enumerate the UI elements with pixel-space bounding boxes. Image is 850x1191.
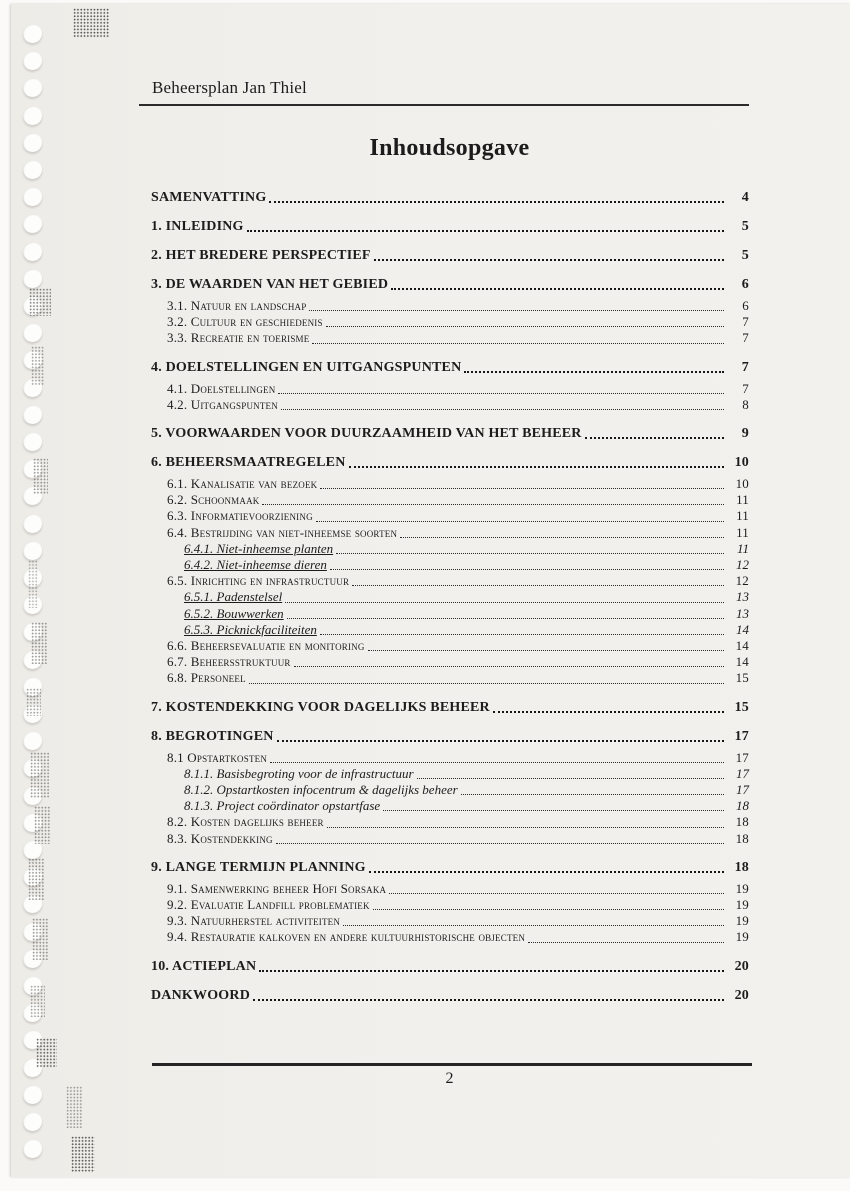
binding-hole (23, 731, 42, 750)
toc-entry-label: 10. ACTIEPLAN (151, 958, 257, 974)
dot-leader (343, 925, 724, 926)
toc-entry-page: 13 (736, 605, 749, 621)
dot-leader (259, 970, 724, 972)
toc-entry (151, 298, 749, 314)
binding-hole (23, 133, 42, 152)
scan-speckle (73, 8, 109, 38)
toc-entry-page: 11 (736, 492, 749, 508)
dot-leader (309, 310, 724, 311)
toc-entry (151, 728, 749, 745)
dot-leader (277, 740, 724, 742)
toc-entry-page: 10 (735, 476, 749, 492)
toc-entry-page: 19 (735, 897, 749, 913)
scan-speckle (36, 1038, 57, 1068)
toc-entry-page: 19 (735, 913, 749, 929)
toc-entry-label: 6.4.1. Niet-inheemse planten (184, 540, 334, 556)
toc-entry (151, 699, 749, 716)
binding-hole (23, 269, 42, 288)
toc-entry-page: 17 (735, 749, 749, 765)
binding-hole (23, 78, 42, 97)
toc-entry-label: 9. LANGE TERMIJN PLANNING (151, 859, 366, 875)
toc-entry (151, 425, 749, 442)
toc-entry (151, 276, 749, 293)
dot-leader (373, 909, 724, 910)
binding-hole (23, 51, 42, 70)
toc-entry (151, 782, 749, 798)
toc-entry-page: 17 (736, 765, 749, 781)
toc-entry (151, 913, 749, 929)
toc-entry (151, 589, 749, 605)
toc-entry-label: 8.3. Kostendekking (167, 830, 273, 846)
dot-leader (312, 343, 724, 344)
toc-entry-label: 6.3. Informatievoorziening (167, 508, 313, 524)
dot-leader (287, 618, 724, 619)
toc-entry-label: 9.4. Restauratie kalkoven en andere kultuurhistorische objecten (167, 929, 526, 945)
binding-hole (23, 514, 42, 533)
toc-entry (151, 247, 749, 264)
binding-hole (23, 323, 42, 342)
dot-leader (262, 504, 724, 505)
toc-entry-label: 8.2. Kosten dagelijks beheer (167, 814, 324, 830)
toc-entry (151, 189, 749, 206)
dot-leader (417, 778, 724, 779)
toc-entry (151, 397, 749, 413)
dot-leader (528, 942, 724, 943)
toc-entry (151, 606, 749, 622)
scan-speckle (31, 346, 44, 386)
binding-hole (23, 432, 42, 451)
toc-entry-page: 5 (741, 219, 749, 234)
toc-entry-page: 18 (734, 859, 749, 875)
dot-leader (585, 437, 724, 439)
scan-speckle (26, 688, 41, 716)
page-title: Inhoudsopgave (369, 135, 530, 161)
binding-hole (23, 405, 42, 424)
toc-entry-page: 12 (736, 557, 749, 573)
toc-entry (151, 573, 749, 589)
toc-entry-label: 8.1.2. Opstartkosten infocentrum & dagelijks beheer (184, 782, 458, 798)
toc-entry-page: 4 (741, 190, 749, 205)
toc-entry (151, 929, 749, 945)
toc-entry-page: 9 (741, 426, 749, 442)
toc-entry-label: 6.4.2. Niet-inheemse dieren (184, 557, 327, 573)
toc-entry (151, 987, 749, 1004)
toc-entry-label: 9.1. Samenwerking beheer Hofi Sorsaka (167, 880, 387, 896)
toc-entry-page: 18 (736, 798, 749, 814)
toc-entry-label: 6.7. Beheersstruktuur (167, 654, 291, 670)
binding-hole (23, 187, 42, 206)
scan-speckle (30, 752, 49, 798)
scan-speckle (28, 560, 38, 608)
toc-entry-page: 15 (735, 670, 749, 686)
dot-leader (349, 466, 724, 468)
binding-hole (23, 1085, 42, 1104)
toc-entry-page: 15 (734, 699, 749, 715)
scan-speckle (30, 985, 45, 1017)
dot-leader (320, 634, 724, 635)
binding-hole (23, 24, 42, 43)
dot-leader (389, 893, 724, 894)
scan-speckle (34, 806, 51, 844)
binding-hole (23, 1139, 42, 1158)
table-of-contents (151, 181, 749, 1009)
binding-hole (23, 242, 42, 261)
toc-entry-label: 7. KOSTENDEKKING VOOR DAGELIJKS BEHEER (151, 699, 490, 715)
toc-entry-page: 5 (741, 248, 749, 263)
toc-entry-label: 6.5.2. Bouwwerken (184, 605, 284, 621)
dot-leader (320, 488, 724, 489)
toc-entry (151, 359, 749, 376)
dot-leader (391, 288, 724, 290)
dot-leader (461, 794, 724, 795)
scan-speckle (29, 288, 51, 316)
toc-entry (151, 314, 749, 330)
scan-speckle (33, 458, 48, 494)
dot-leader (253, 999, 724, 1001)
toc-entry-label: 6. BEHEERSMAATREGELEN (151, 455, 346, 471)
toc-entry (151, 557, 749, 573)
toc-entry-page: 8 (742, 396, 749, 412)
toc-entry (151, 476, 749, 492)
toc-entry-label: 6.1. Kanalisatie van bezoek (167, 476, 318, 492)
toc-entry-page: 20 (734, 987, 749, 1003)
toc-entry-label: 6.5.3. Picknickfaciliteiten (184, 621, 317, 637)
toc-entry-label: 9.2. Evaluatie Landfill problematiek (167, 897, 370, 913)
toc-entry (151, 638, 749, 654)
scan-speckle (66, 1086, 83, 1128)
dot-leader (336, 553, 724, 554)
toc-entry (151, 622, 749, 638)
toc-entry (151, 881, 749, 897)
toc-entry (151, 492, 749, 508)
dot-leader (281, 409, 724, 410)
dot-leader (464, 371, 724, 373)
dot-leader (247, 230, 724, 232)
toc-entry (151, 218, 749, 235)
dot-leader (383, 810, 724, 811)
toc-entry-page: 12 (735, 573, 749, 589)
toc-entry-page: 6 (742, 298, 749, 313)
dot-leader (400, 537, 724, 538)
toc-entry (151, 381, 749, 397)
binding-hole (23, 214, 42, 233)
toc-entry-label: 6.8. Personeel (167, 670, 246, 686)
dot-leader (368, 650, 724, 651)
toc-entry (151, 454, 749, 471)
toc-entry-label: 6.5.1. Padenstelsel (184, 589, 283, 605)
toc-entry-label: 4.2. Uitgangspunten (167, 396, 278, 412)
toc-entry (151, 541, 749, 557)
toc-entry-label: 3.1. Natuur en landschap (167, 298, 307, 313)
toc-entry-label: 8.1 Opstartkosten (167, 749, 268, 765)
binding-hole (23, 160, 42, 179)
toc-entry-page: 17 (736, 782, 749, 798)
toc-entry (151, 654, 749, 670)
toc-entry-label: 8. BEGROTINGEN (151, 728, 274, 744)
toc-entry (151, 897, 749, 913)
toc-entry-page: 11 (736, 508, 749, 524)
dot-leader (285, 602, 724, 603)
binding-hole (23, 106, 42, 125)
toc-entry-label: DANKWOORD (151, 987, 251, 1003)
binding-hole (23, 1112, 42, 1131)
toc-entry-label: 3. DE WAARDEN VAN HET GEBIED (151, 277, 389, 292)
scan-speckle (71, 1136, 95, 1172)
toc-entry (151, 958, 749, 975)
toc-entry-page: 18 (735, 814, 749, 830)
toc-entry-label: 3.3. Recreatie en toerisme (167, 330, 310, 346)
dot-leader (294, 666, 724, 667)
toc-entry-page: 7 (741, 359, 749, 375)
toc-entry-label: 4. DOELSTELLINGEN EN UITGANGSPUNTEN (151, 359, 462, 375)
dot-leader (352, 585, 724, 586)
toc-entry-page: 13 (736, 589, 749, 605)
running-header: Beheersplan Jan Thiel (152, 78, 307, 97)
dot-leader (493, 711, 724, 713)
toc-entry (151, 330, 749, 346)
dot-leader (276, 843, 724, 844)
toc-entry (151, 798, 749, 814)
dot-leader (327, 827, 724, 828)
toc-entry-label: 6.6. Beheersevaluatie en monitoring (167, 638, 365, 654)
toc-entry-label: 9.3. Natuurherstel activiteiten (167, 913, 341, 929)
toc-entry-page: 14 (735, 654, 749, 670)
dot-leader (330, 569, 724, 570)
scan-speckle (31, 622, 48, 664)
binding-hole (23, 541, 42, 560)
footer-rule (152, 1063, 752, 1066)
page-number: 2 (445, 1070, 454, 1087)
header-rule (139, 104, 749, 106)
toc-entry-label: 6.4. Bestrijding van niet-inheemse soorten (167, 524, 398, 540)
toc-entry-label: 2. HET BREDERE PERSPECTIEF (151, 248, 371, 263)
dot-leader (374, 259, 724, 261)
toc-entry-page: 7 (742, 380, 749, 396)
document-page (11, 4, 850, 1177)
toc-entry-page: 10 (734, 455, 749, 471)
toc-entry (151, 859, 749, 876)
toc-entry-label: SAMENVATTING (151, 190, 267, 205)
toc-entry-label: 3.2. Cultuur en geschiedenis (167, 314, 323, 330)
toc-entry-page: 14 (736, 621, 749, 637)
toc-entry-page: 17 (734, 728, 749, 744)
toc-entry-page: 18 (735, 830, 749, 846)
toc-entry-label: 8.1.3. Project coördinator opstartfase (184, 798, 381, 814)
toc-entry-label: 5. VOORWAARDEN VOOR DUURZAAMHEID VAN HET BEHEER (151, 426, 582, 442)
toc-entry-label: 4.1. Doelstellingen (167, 380, 276, 396)
toc-entry (151, 508, 749, 524)
toc-entry (151, 831, 749, 847)
dot-leader (249, 683, 724, 684)
dot-leader (316, 521, 724, 522)
toc-entry-page: 11 (736, 540, 749, 556)
toc-entry-label: 6.2. Schoonmaak (167, 492, 260, 508)
toc-entry-page: 6 (741, 277, 749, 292)
toc-entry-page: 20 (734, 958, 749, 974)
scan-speckle (32, 918, 49, 960)
toc-entry (151, 525, 749, 541)
toc-entry-page: 19 (735, 929, 749, 945)
toc-entry-label: 6.5. Inrichting en infrastructuur (167, 573, 350, 589)
dot-leader (369, 871, 724, 873)
dot-leader (270, 762, 724, 763)
toc-entry (151, 814, 749, 830)
toc-entry-label: 1. INLEIDING (151, 219, 244, 234)
toc-entry (151, 766, 749, 782)
toc-entry-page: 19 (735, 880, 749, 896)
toc-entry-page: 14 (735, 638, 749, 654)
toc-entry-page: 7 (742, 314, 749, 330)
dot-leader (269, 201, 724, 203)
toc-entry-page: 11 (736, 524, 749, 540)
toc-entry (151, 750, 749, 766)
toc-entry (151, 670, 749, 686)
toc-entry-label: 8.1.1. Basisbegroting voor de infrastructuur (184, 765, 414, 781)
toc-entry-page: 7 (742, 330, 749, 346)
scan-speckle (28, 858, 45, 900)
dot-leader (326, 326, 724, 327)
dot-leader (278, 393, 724, 394)
